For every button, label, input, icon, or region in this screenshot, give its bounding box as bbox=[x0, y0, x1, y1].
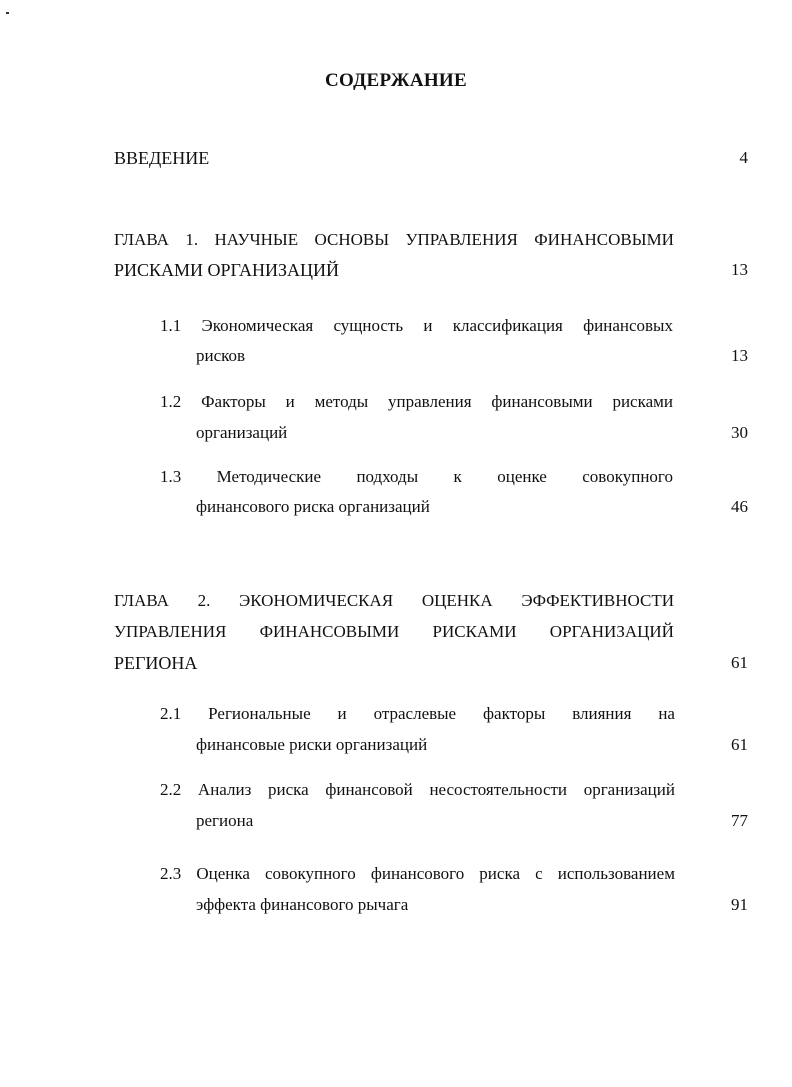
page-title: СОДЕРЖАНИЕ bbox=[325, 70, 467, 91]
toc-chapter-1-line1[interactable]: ГЛАВА 1. НАУЧНЫЕ ОСНОВЫ УПРАВЛЕНИЯ ФИНАНСОВЫМИ bbox=[114, 230, 674, 249]
scan-speck bbox=[6, 12, 9, 14]
toc-section-2-3-page: 91 bbox=[731, 895, 748, 914]
toc-section-1-3-line1[interactable]: 1.3 Методические подходы к оценке совокупного bbox=[160, 467, 673, 486]
toc-section-1-1-page: 13 bbox=[731, 346, 748, 365]
toc-section-2-3-line1[interactable]: 2.3 Оценка совокупного финансового риска с использованием bbox=[160, 864, 675, 883]
toc-chapter-2-page: 61 bbox=[731, 653, 748, 672]
toc-section-2-1-page: 61 bbox=[731, 735, 748, 754]
toc-section-1-2-page: 30 bbox=[731, 423, 748, 442]
toc-section-2-1-line2[interactable]: финансовые риски организаций bbox=[196, 735, 428, 754]
toc-chapter-1-page: 13 bbox=[731, 260, 748, 279]
toc-section-1-3-line2[interactable]: финансового риска организаций bbox=[196, 497, 430, 516]
toc-section-2-2-page: 77 bbox=[731, 811, 748, 830]
toc-chapter-1-line2[interactable]: РИСКАМИ ОРГАНИЗАЦИЙ bbox=[114, 260, 339, 280]
toc-section-2-1-line1[interactable]: 2.1 Региональные и отраслевые факторы влияния на bbox=[160, 704, 675, 723]
toc-chapter-2-line3[interactable]: РЕГИОНА bbox=[114, 653, 198, 673]
toc-intro-page: 4 bbox=[739, 148, 748, 167]
toc-chapter-2-line1[interactable]: ГЛАВА 2. ЭКОНОМИЧЕСКАЯ ОЦЕНКА ЭФФЕКТИВНОСТИ bbox=[114, 591, 674, 610]
toc-section-2-2-line2[interactable]: региона bbox=[196, 811, 254, 830]
toc-intro-label[interactable]: ВВЕДЕНИЕ bbox=[114, 148, 210, 168]
toc-section-1-1-line1[interactable]: 1.1 Экономическая сущность и классификация финансовых bbox=[160, 316, 673, 335]
toc-section-2-3-line2[interactable]: эффекта финансового рычага bbox=[196, 895, 409, 914]
toc-section-1-2-line2[interactable]: организаций bbox=[196, 423, 288, 442]
toc-section-1-2-line1[interactable]: 1.2 Факторы и методы управления финансовыми рисками bbox=[160, 392, 673, 411]
toc-section-2-2-line1[interactable]: 2.2 Анализ риска финансовой несостоятельности организаций bbox=[160, 780, 675, 799]
toc-section-1-3-page: 46 bbox=[731, 497, 748, 516]
toc-chapter-2-line2[interactable]: УПРАВЛЕНИЯ ФИНАНСОВЫМИ РИСКАМИ ОРГАНИЗАЦИЙ bbox=[114, 622, 674, 641]
toc-section-1-1-line2[interactable]: рисков bbox=[196, 346, 246, 365]
